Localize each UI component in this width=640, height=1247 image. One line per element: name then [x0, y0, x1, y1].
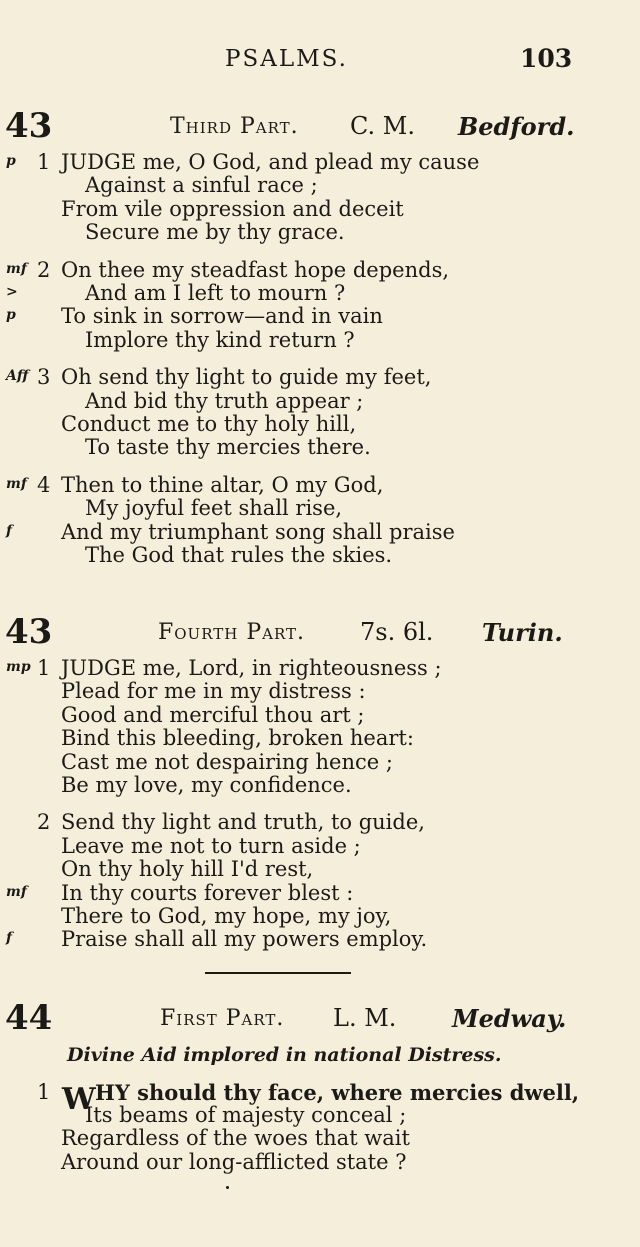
line-text: HY should thy face, where mercies dwell, — [95, 1080, 580, 1105]
hymn-line — [0, 473, 640, 497]
line-text: My joyful feet shall rise, — [85, 496, 343, 521]
hymn-line — [0, 703, 640, 727]
line-text: In thy courts forever blest : — [61, 880, 354, 905]
line-text: There to God, my hope, my joy, — [61, 904, 392, 928]
line-text: Cast me not despairing hence ; — [61, 749, 393, 774]
dynamic-marking: p — [6, 153, 16, 169]
hymn-line — [0, 304, 640, 328]
hymn-line — [0, 220, 640, 244]
line-text: Conduct me to thy holy hill, — [61, 412, 357, 436]
hymn-line — [0, 834, 640, 858]
drop-cap: W — [62, 1082, 96, 1117]
hymn-header — [0, 998, 640, 1038]
hymn-line — [0, 543, 640, 567]
dynamic-marking: Aff — [6, 368, 29, 385]
hymn-line — [0, 1126, 640, 1150]
hymn-subtitle: Divine Aid implored in national Distress. — [67, 1044, 502, 1066]
verse-number: 1 — [37, 1080, 51, 1104]
hymn-line — [0, 773, 640, 797]
psalm-number: 44 — [5, 998, 53, 1038]
hymn-line — [0, 726, 640, 750]
hymn-line — [0, 389, 640, 413]
hymn-line — [0, 281, 640, 305]
hymn-line — [0, 365, 640, 389]
hymn-line — [0, 1103, 640, 1127]
line-text: Leave me not to turn aside ; — [61, 833, 361, 858]
verse-number: 4 — [37, 472, 51, 497]
verse-number: 2 — [37, 810, 51, 835]
line-text: The God that rules the skies. — [85, 543, 393, 567]
psalm-number: 43 — [5, 106, 53, 146]
line-text: And my triumphant song shall praise — [61, 519, 455, 544]
line-text: Regardless of the woes that wait — [61, 1126, 410, 1151]
hymn-header — [0, 106, 640, 146]
line-text: To taste thy mercies there. — [85, 435, 371, 460]
meter-label: 7s. 6l. — [360, 618, 434, 646]
dynamic-marking: mf — [6, 475, 27, 492]
line-text: Secure me by thy grace. — [85, 220, 345, 245]
running-head — [0, 46, 640, 80]
part-label: Third Part. — [170, 114, 299, 139]
line-text: Implore thy kind return ? — [85, 327, 355, 352]
verse-number: 3 — [37, 365, 51, 390]
line-text: Against a sinful race ; — [85, 173, 318, 198]
hymn-line — [0, 150, 640, 174]
hymn-line — [0, 927, 640, 951]
line-text: Oh send thy light to guide my feet, — [61, 365, 432, 390]
line-text: JUDGE me, Lord, in righteousness ; — [61, 656, 442, 680]
line-text: Send thy light and truth, to guide, — [61, 810, 425, 835]
hymn-line — [0, 904, 640, 928]
hymn-line — [0, 679, 640, 703]
verse-number: 1 — [37, 656, 51, 680]
line-text: JUDGE me, O God, and plead my cause — [61, 150, 480, 174]
psalm-number: 43 — [5, 612, 53, 652]
line-text: Plead for me in my distress : — [61, 679, 366, 704]
line-text: And bid thy truth appear ; — [85, 388, 364, 413]
hymn-line — [0, 857, 640, 881]
verse-number: 2 — [37, 257, 51, 282]
meter-label: C. M. — [350, 112, 415, 140]
dynamic-marking: mf — [6, 883, 27, 900]
dynamic-marking: f — [6, 522, 13, 539]
line-text: To sink in sorrow—and in vain — [61, 304, 383, 329]
hymn-line — [0, 197, 640, 221]
hymn-line — [0, 520, 640, 544]
line-text: Bind this bleeding, broken heart: — [61, 726, 414, 751]
tune-name: Medway. — [452, 1004, 567, 1033]
hymn-line — [0, 656, 640, 680]
page-number: 103 — [520, 44, 573, 73]
part-label: Fourth Part. — [158, 620, 305, 645]
dynamic-marking: > — [6, 284, 18, 300]
hymn-line — [0, 258, 640, 282]
dynamic-marking: p — [6, 307, 16, 324]
line-text: Its beams of majesty conceal ; — [85, 1103, 407, 1127]
dynamic-marking: mp — [6, 659, 31, 675]
tune-name: Turin. — [482, 618, 563, 647]
hymn-line — [0, 1080, 640, 1104]
line-text: From vile oppression and deceit — [61, 196, 404, 221]
hymn-line — [0, 328, 640, 352]
dynamic-marking: mf — [6, 260, 27, 277]
verse-number: 1 — [37, 150, 51, 174]
hymn-line — [0, 173, 640, 197]
dynamic-marking: f — [6, 930, 13, 947]
hymn-line — [0, 496, 640, 520]
hymn-line — [0, 810, 640, 834]
part-label: First Part. — [160, 1006, 285, 1031]
hymn-line — [0, 1150, 640, 1174]
tune-name: Bedford. — [458, 112, 575, 141]
line-text: Then to thine altar, O my God, — [61, 472, 384, 497]
hymn-line — [0, 881, 640, 905]
line-text: Around our long-afflicted state ? — [61, 1149, 407, 1174]
line-text: Praise shall all my powers employ. — [61, 927, 428, 952]
hymn-line — [0, 412, 640, 436]
hymn-header — [0, 612, 640, 652]
hymn-line — [0, 435, 640, 459]
line-text: Good and merciful thou art ; — [61, 702, 365, 727]
line-text: And am I left to mourn ? — [85, 281, 346, 305]
line-text: On thy holy hill I'd rest, — [61, 857, 314, 882]
section-divider — [205, 972, 351, 974]
running-title: PSALMS. — [225, 46, 348, 72]
line-text: On thee my steadfast hope depends, — [61, 257, 450, 282]
meter-label: L. M. — [333, 1004, 397, 1032]
print-speck — [226, 1186, 229, 1189]
line-text: Be my love, my confidence. — [61, 773, 352, 797]
hymn-line — [0, 750, 640, 774]
